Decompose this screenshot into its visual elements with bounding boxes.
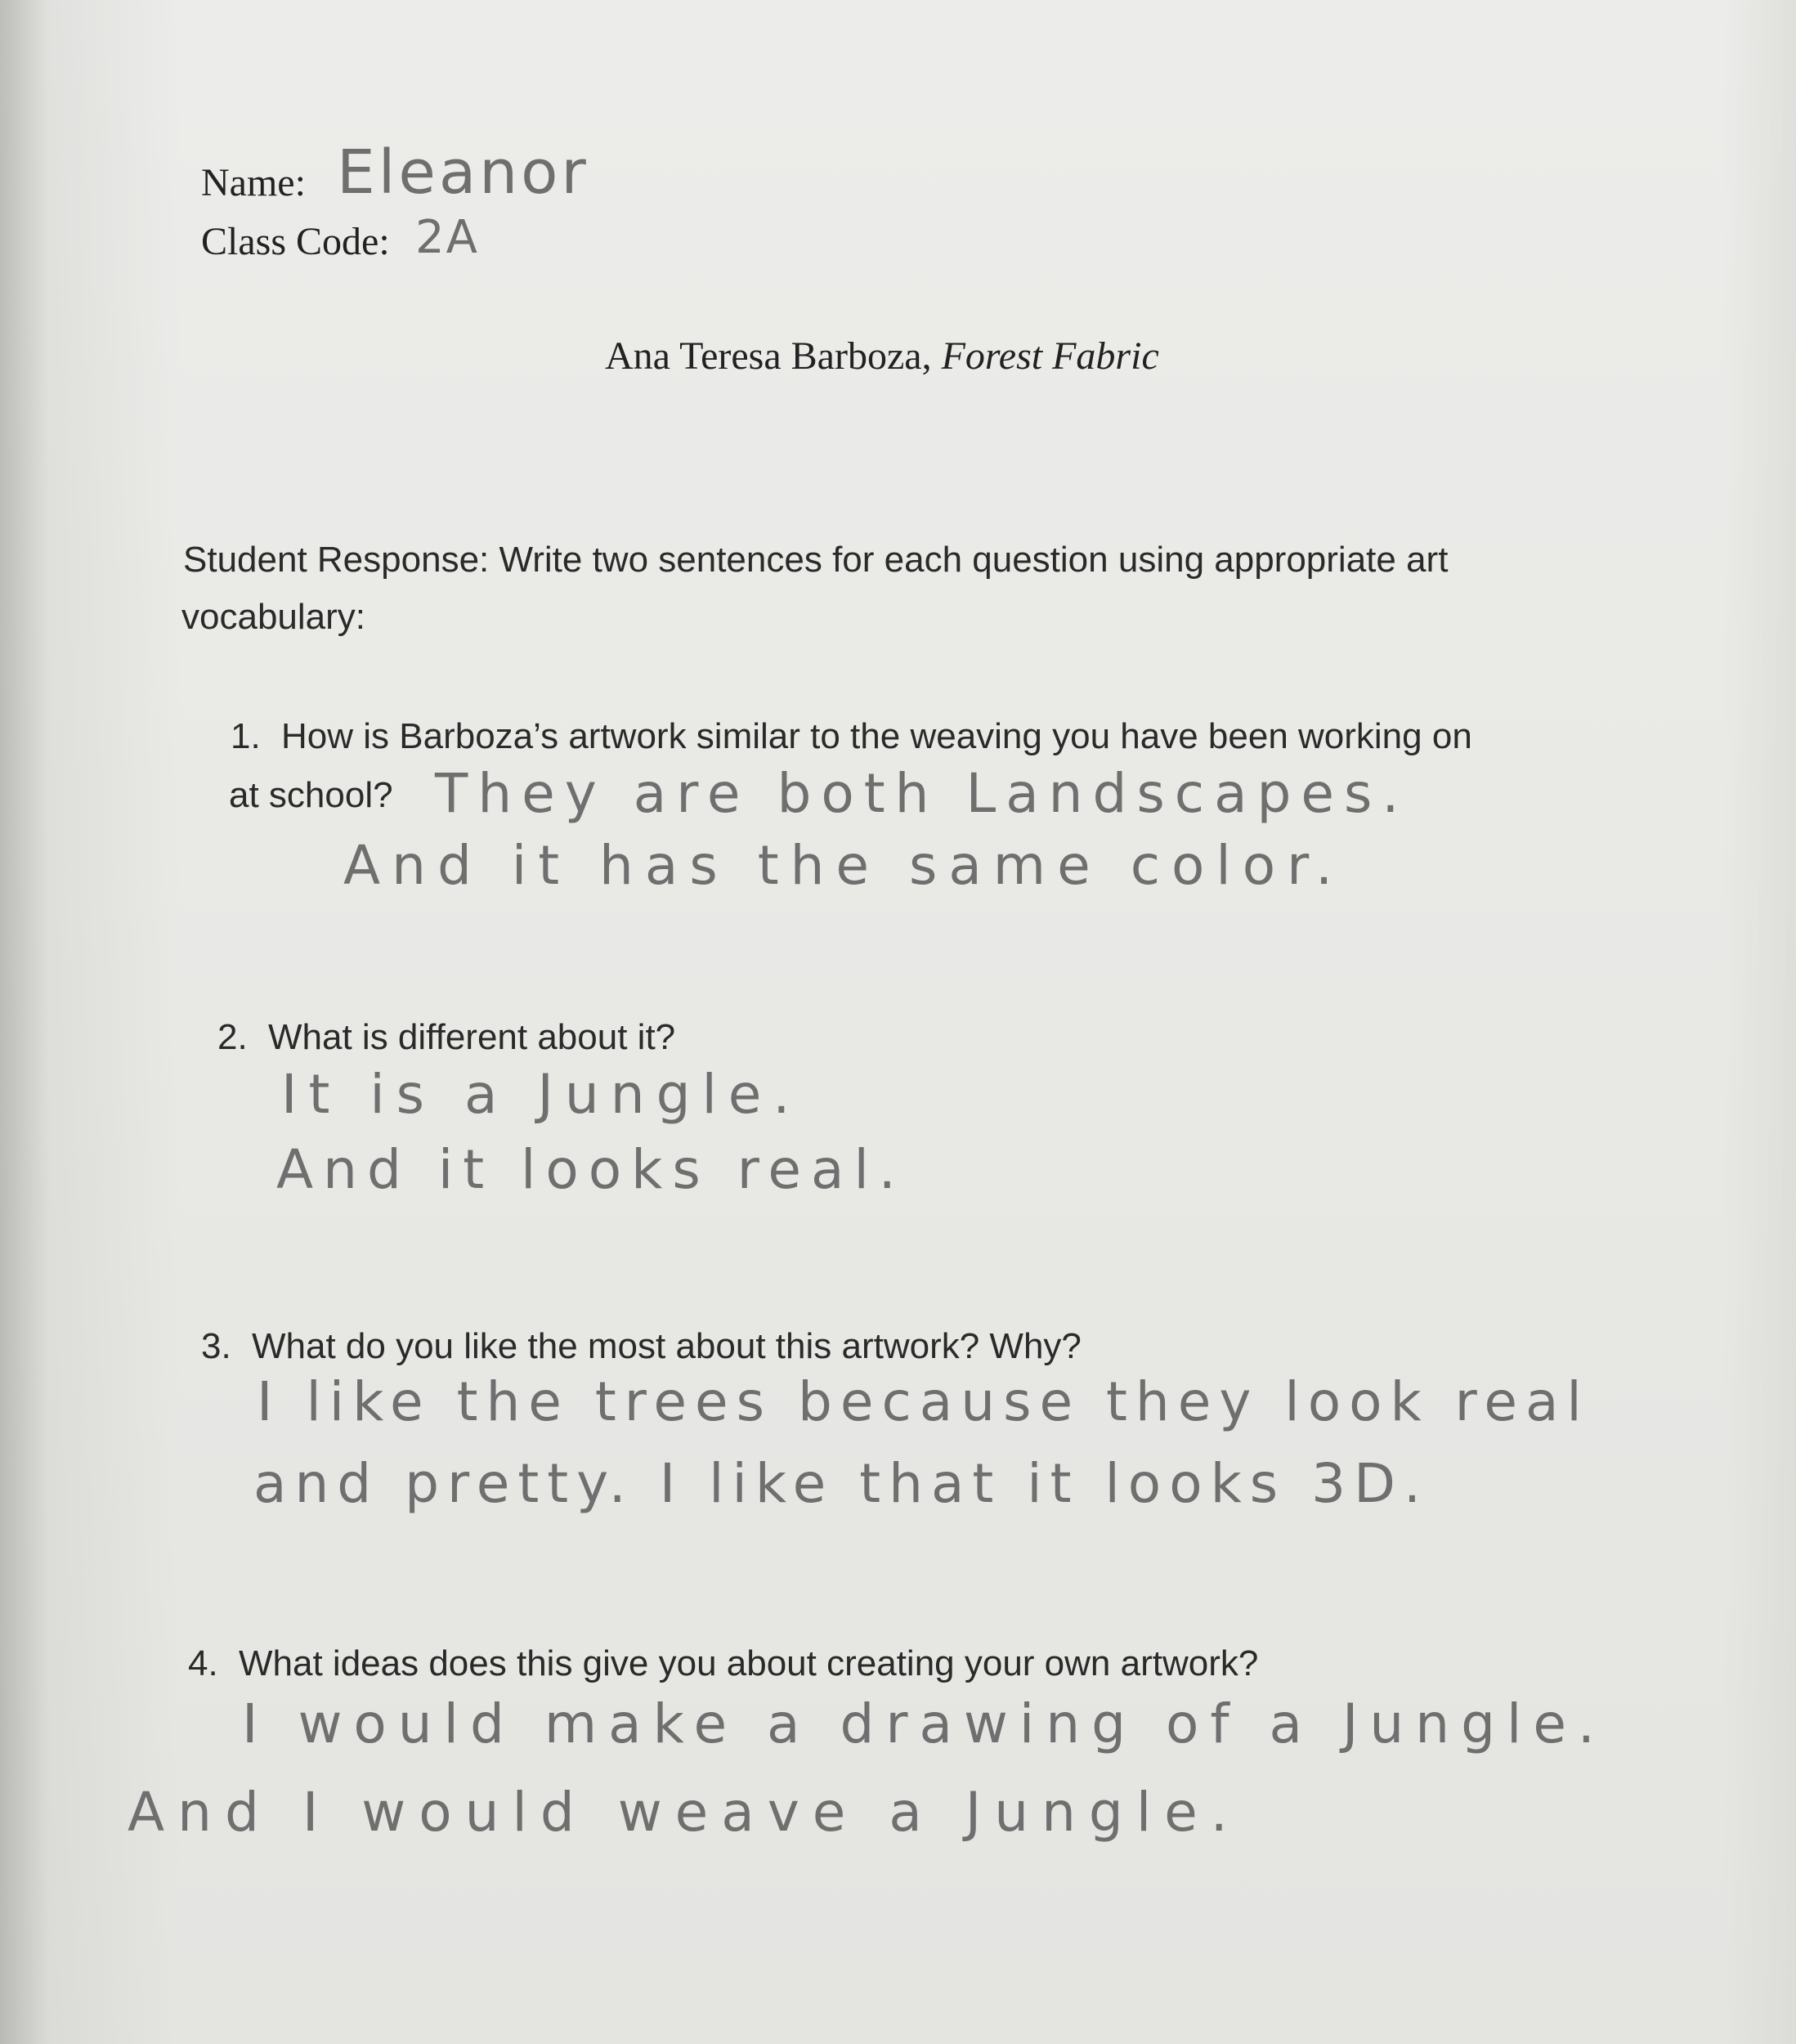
question-1-text-line-2: at school? [229, 775, 393, 815]
question-4-text: What ideas does this give you about creating your own artwork? [239, 1643, 1259, 1683]
paper-edge-shadow [1722, 0, 1796, 2044]
answer-4-line-1: I would make a drawing of a Jungle. [242, 1692, 1606, 1755]
question-2-number: 2. [217, 1017, 248, 1057]
name-label: Name: [201, 161, 306, 204]
instructions-line-1: Student Response: Write two sentences for each question using appropriate art [183, 540, 1449, 580]
instructions-line-2: vocabulary: [181, 597, 366, 637]
question-3 [201, 1326, 1082, 1367]
answer-1-line-1: They are both Landscapes. [435, 762, 1409, 825]
answer-2-line-2: And it looks real. [276, 1138, 906, 1201]
answer-2-line-1: It is a Jungle. [281, 1063, 802, 1126]
answer-3-line-2: and pretty. I like that it looks 3D. [253, 1452, 1429, 1515]
question-1-text: How is Barboza’s artwork similar to the weaving you have been working on [281, 716, 1472, 756]
question-2-text: What is different about it? [268, 1017, 676, 1057]
question-4-number: 4. [188, 1643, 218, 1683]
answer-4-line-2: And I would weave a Jungle. [128, 1781, 1241, 1844]
class-code-handwritten: 2A [415, 211, 479, 264]
class-code-label: Class Code: [201, 220, 390, 263]
question-3-number: 3. [201, 1326, 231, 1366]
question-1 [231, 716, 1472, 757]
name-handwritten: Eleanor [337, 137, 589, 208]
answer-1-line-2: And it has the same color. [343, 834, 1345, 897]
question-3-text: What do you like the most about this artwork? Why? [252, 1326, 1082, 1366]
artwork-title [605, 334, 1159, 379]
answer-3-line-1: I like the trees because they look real [257, 1370, 1590, 1433]
question-2 [217, 1017, 675, 1058]
question-1-number: 1. [231, 716, 261, 756]
artwork-name: Forest Fabric [941, 334, 1159, 378]
question-4 [188, 1643, 1258, 1684]
artist-name: Ana Teresa Barboza, [605, 334, 932, 378]
